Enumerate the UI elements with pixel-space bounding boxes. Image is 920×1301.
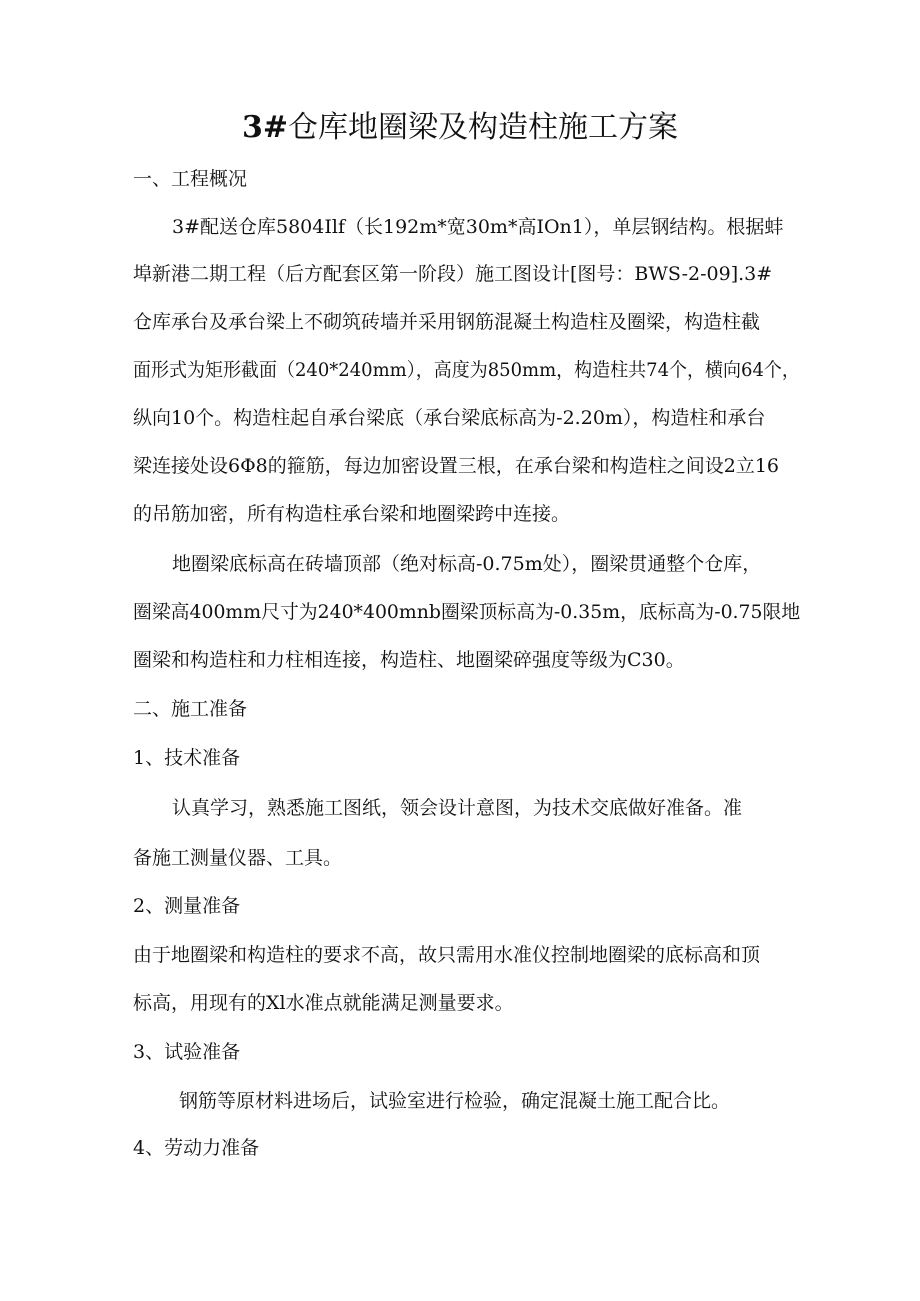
paragraph-line: 3#配送仓库5804Ilf（长192m*宽30m*高IOn1），单层钢结构。根据蚌 — [172, 216, 784, 238]
section-heading-overview: 一、工程概况 — [133, 168, 248, 190]
subheading-technical: 1、技术准备 — [133, 747, 241, 769]
paragraph-line: 钢筋等原材料进场后，试验室进行检验，确定混凝土施工配合比。 — [179, 1090, 731, 1112]
title-number: 3# — [241, 110, 288, 145]
subheading-testing: 3、试验准备 — [133, 1041, 241, 1063]
paragraph-line: 备施工测量仪器、工具。 — [133, 847, 343, 869]
paragraph-line: 埠新港二期工程（后方配套区第一阶段）施工图设计[图号：BWS-2-09].3# — [133, 263, 773, 285]
document-title — [0, 106, 920, 150]
paragraph-line: 由于地圈梁和构造柱的要求不高，故只需用水准仪控制地圈梁的底标高和顶 — [133, 944, 761, 966]
paragraph-line: 的吊筋加密，所有构造柱承台梁和地圈梁跨中连接。 — [133, 503, 571, 525]
title-text: 仓库地圈梁及构造柱施工方案 — [288, 110, 678, 145]
paragraph-line: 面形式为矩形截面（240*240mm），高度为850mm，构造柱共74个，横向64个， — [133, 359, 800, 381]
subheading-labor: 4、劳动力准备 — [133, 1137, 260, 1159]
subheading-survey: 2、测量准备 — [133, 895, 241, 917]
section-heading-preparation: 二、施工准备 — [133, 698, 248, 720]
paragraph-line: 地圈梁底标高在砖墙顶部（绝对标高-0.75m处），圈梁贯通整个仓库， — [172, 553, 762, 575]
paragraph-line: 圈梁和构造柱和力柱相连接，构造柱、地圈梁碎强度等级为C30。 — [133, 649, 685, 671]
paragraph-line: 标高，用现有的Xl水准点就能满足测量要求。 — [133, 992, 514, 1014]
paragraph-line: 梁连接处设6Φ8的箍筋，每边加密设置三根，在承台梁和构造柱之间设2立16 — [133, 455, 780, 477]
paragraph-line: 认真学习，熟悉施工图纸，领会设计意图，为技术交底做好准备。准 — [172, 797, 743, 819]
paragraph-line: 纵向10个。构造柱起自承台梁底（承台梁底标高为-2.20m），构造柱和承台 — [133, 407, 766, 429]
paragraph-line: 仓库承台及承台梁上不砌筑砖墙并采用钢筋混凝土构造柱及圈梁，构造柱截 — [133, 311, 761, 333]
paragraph-line: 圈梁高400mm尺寸为240*400mnb圈梁顶标高为-0.35m，底标高为-0.75限地 — [133, 601, 801, 623]
